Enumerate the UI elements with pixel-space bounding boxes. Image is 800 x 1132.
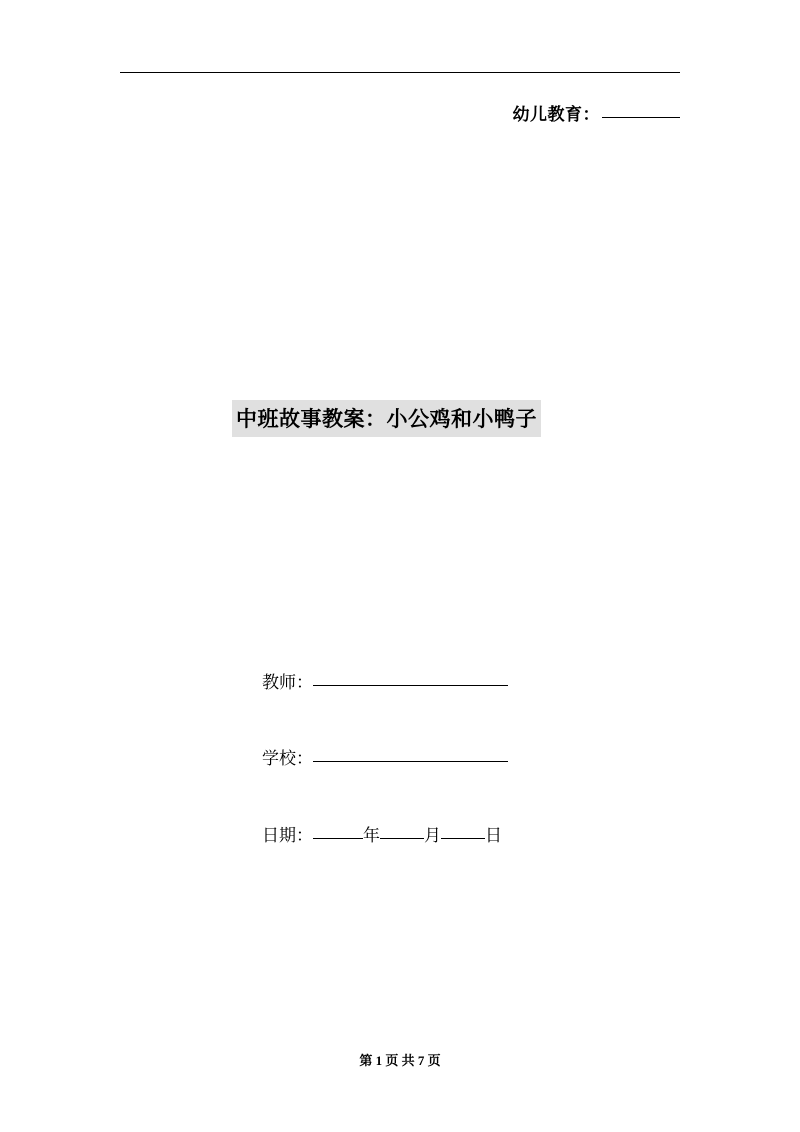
date-day-input[interactable]	[441, 838, 485, 839]
school-input[interactable]	[313, 761, 508, 762]
meta-fields	[262, 673, 508, 846]
footer-prefix: 第	[359, 1053, 373, 1068]
teacher-label: 教师：	[262, 673, 313, 692]
header-blank-field[interactable]	[602, 117, 680, 118]
page-footer	[0, 1050, 800, 1069]
header-label: 幼儿教育：	[512, 105, 600, 124]
page-title: 中班故事教案：小公鸡和小鸭子	[232, 400, 541, 437]
header-field	[120, 100, 680, 125]
date-day-unit: 日	[485, 825, 502, 845]
header-divider	[120, 72, 680, 73]
school-label: 学校：	[262, 749, 313, 769]
footer-middle: 页 共	[385, 1053, 415, 1068]
date-field-row	[262, 826, 508, 846]
date-month-input[interactable]	[380, 838, 424, 839]
date-label: 日期：	[262, 825, 313, 845]
teacher-field-row	[262, 673, 508, 693]
school-field-row	[262, 749, 508, 769]
footer-suffix: 页	[427, 1053, 441, 1068]
footer-current-page: 1	[375, 1053, 383, 1068]
footer-total-pages: 7	[417, 1053, 425, 1068]
date-year-unit: 年	[363, 825, 380, 845]
date-year-input[interactable]	[313, 838, 363, 839]
teacher-input[interactable]	[313, 685, 508, 686]
date-month-unit: 月	[424, 825, 441, 845]
